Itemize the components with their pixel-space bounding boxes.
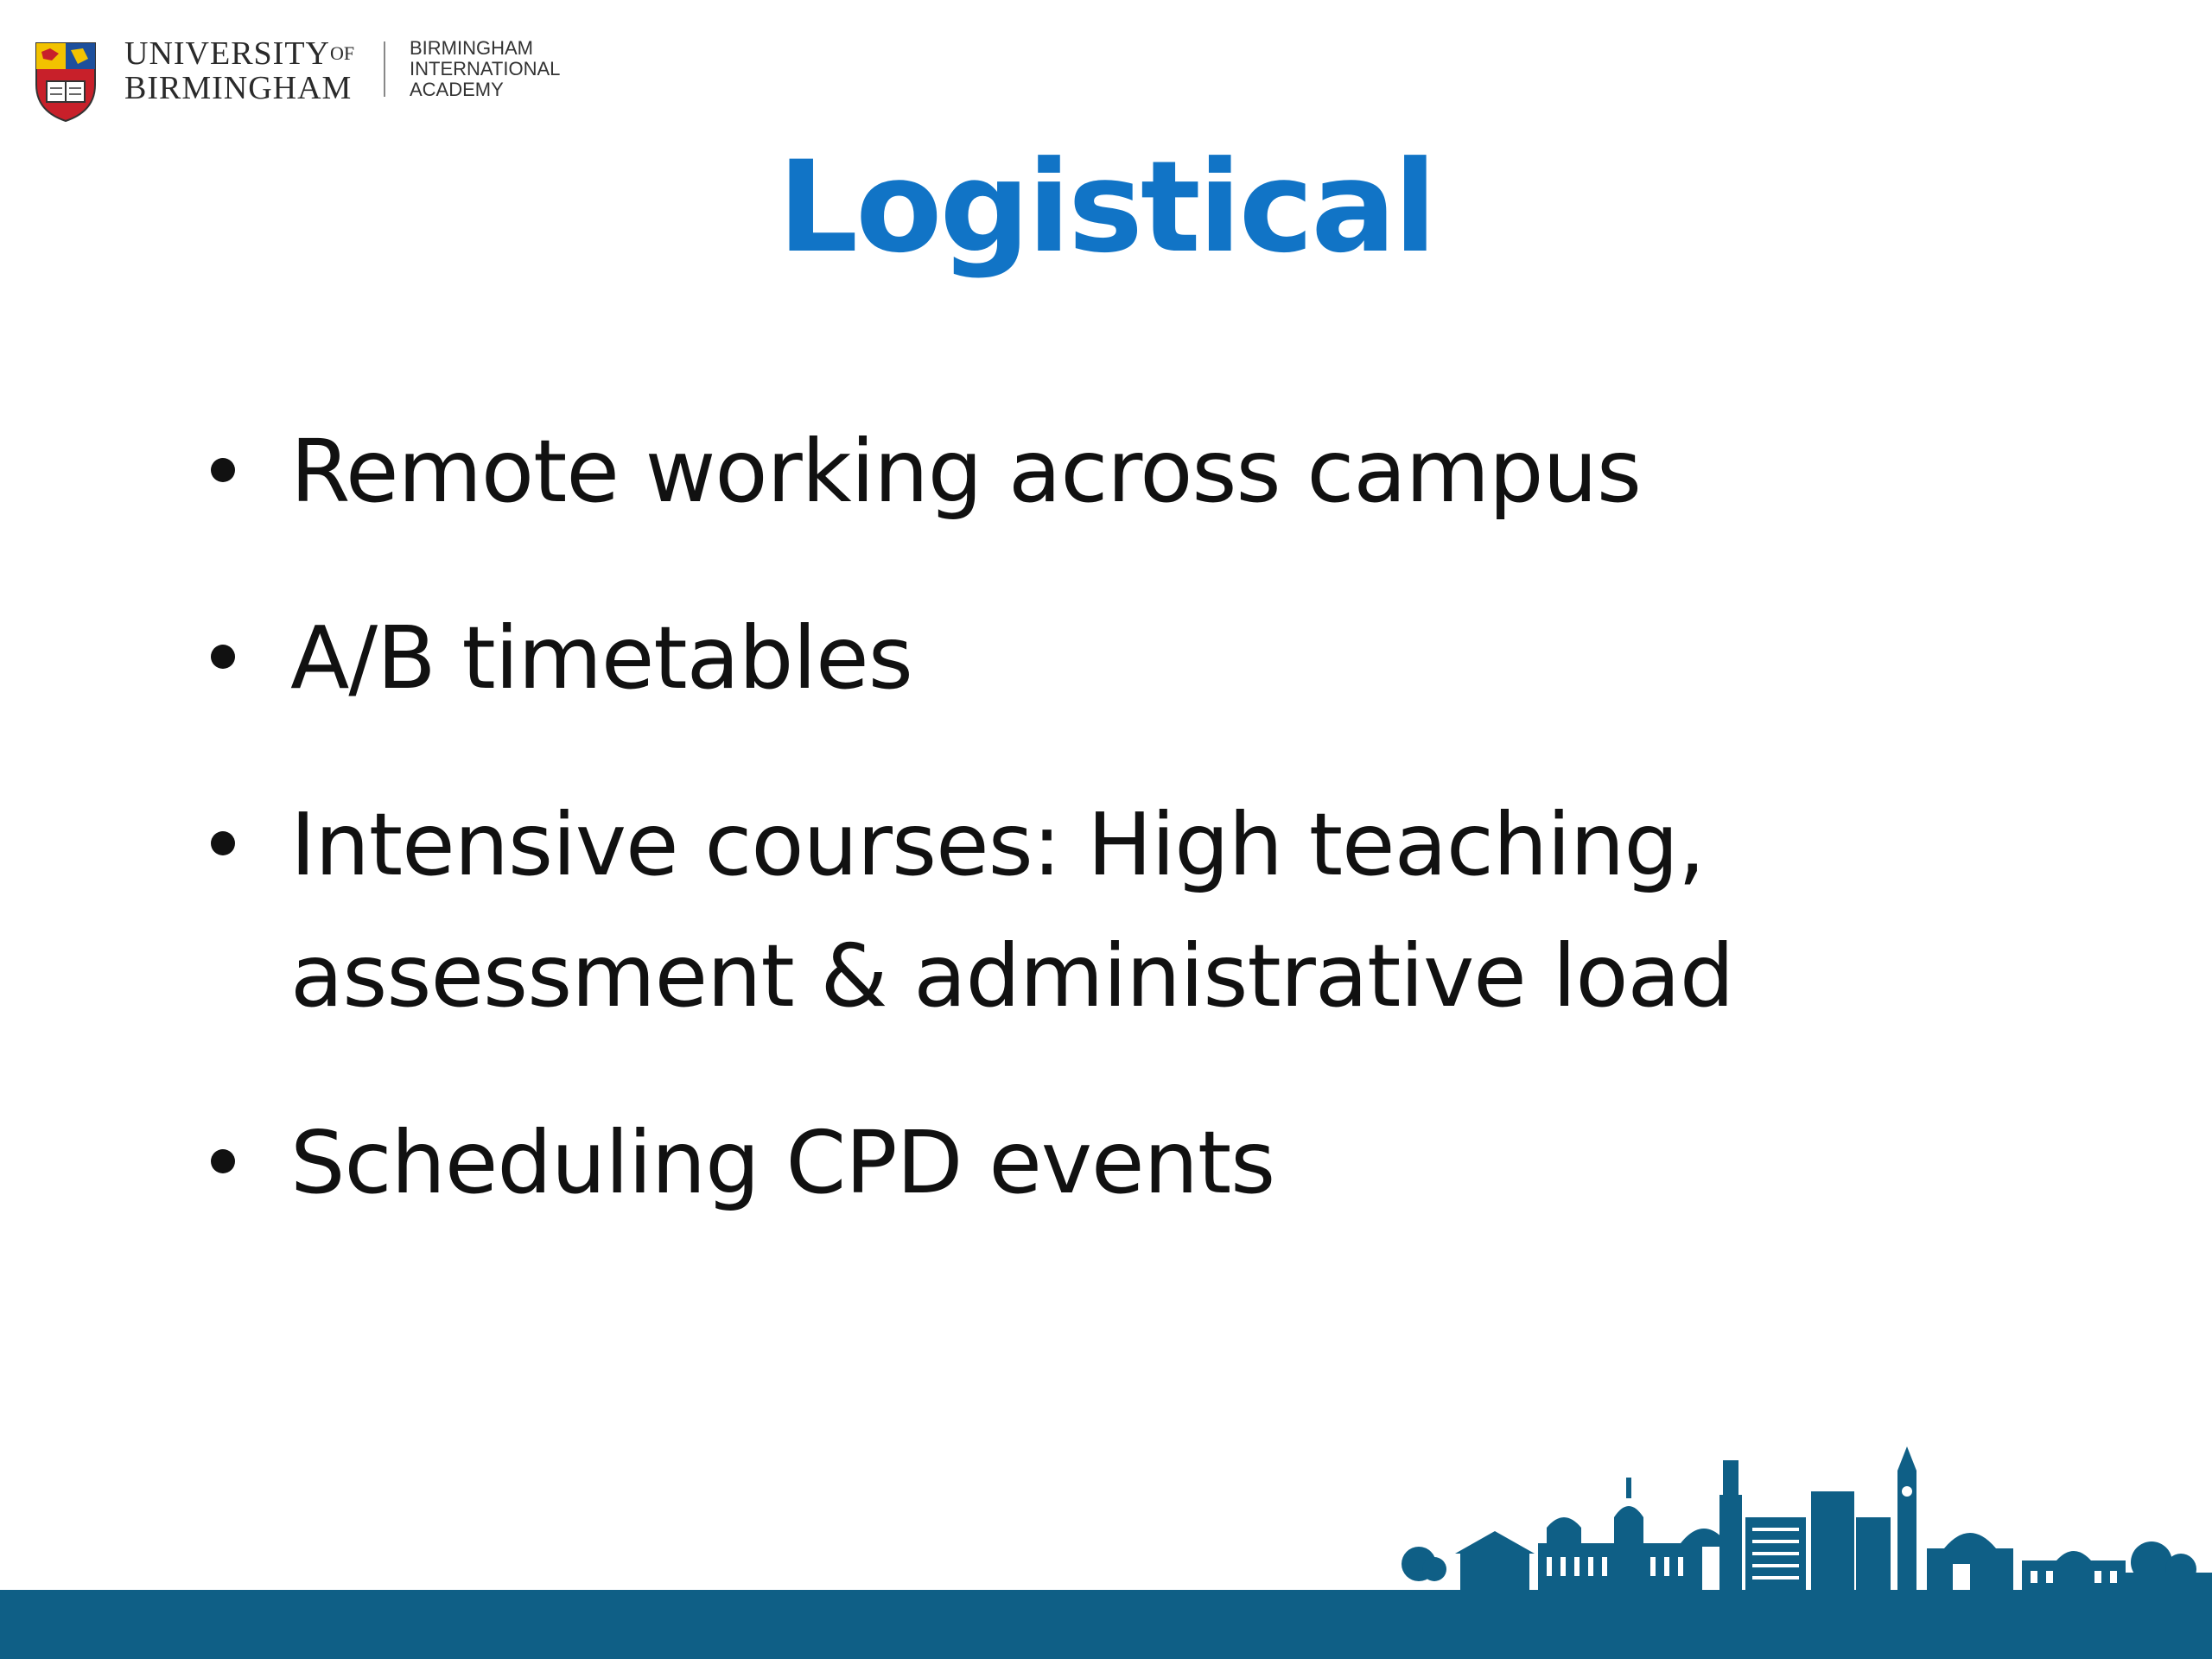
bullet-icon [211, 458, 235, 482]
bullet-item [199, 406, 2013, 537]
academy-line: ACADEMY [410, 79, 504, 100]
bullet-text: Remote working across campus [290, 421, 1642, 522]
university-of: OF [329, 42, 355, 64]
bullet-text: Scheduling CPD events [290, 1112, 1275, 1213]
bullet-text: A/B timetables [290, 607, 912, 709]
academy-line: BIRMINGHAM [410, 37, 533, 59]
city-skyline-icon [1400, 1434, 2212, 1595]
academy-name [410, 38, 560, 100]
university-logo [29, 29, 565, 131]
university-name [124, 36, 354, 105]
university-crest-icon [33, 40, 99, 123]
university-line2: BIRMINGHAM [124, 70, 353, 106]
university-line1: UNIVERSITY [124, 35, 330, 72]
academy-line: INTERNATIONAL [410, 58, 561, 79]
bullet-item [199, 593, 2013, 724]
bullet-item [199, 1097, 2013, 1229]
bullet-icon [211, 831, 235, 855]
logo-divider [384, 41, 385, 97]
bullet-item [199, 779, 2013, 1042]
slide-title: Logistical [778, 134, 1434, 281]
bullet-text-line1: Intensive courses: High teaching, [290, 794, 1705, 895]
footer-bar [0, 1590, 2212, 1659]
bullet-icon [211, 645, 235, 669]
bullet-icon [211, 1149, 235, 1173]
bullet-list [199, 406, 2013, 1284]
bullet-text-line2: assessment & administrative load [290, 925, 1734, 1027]
